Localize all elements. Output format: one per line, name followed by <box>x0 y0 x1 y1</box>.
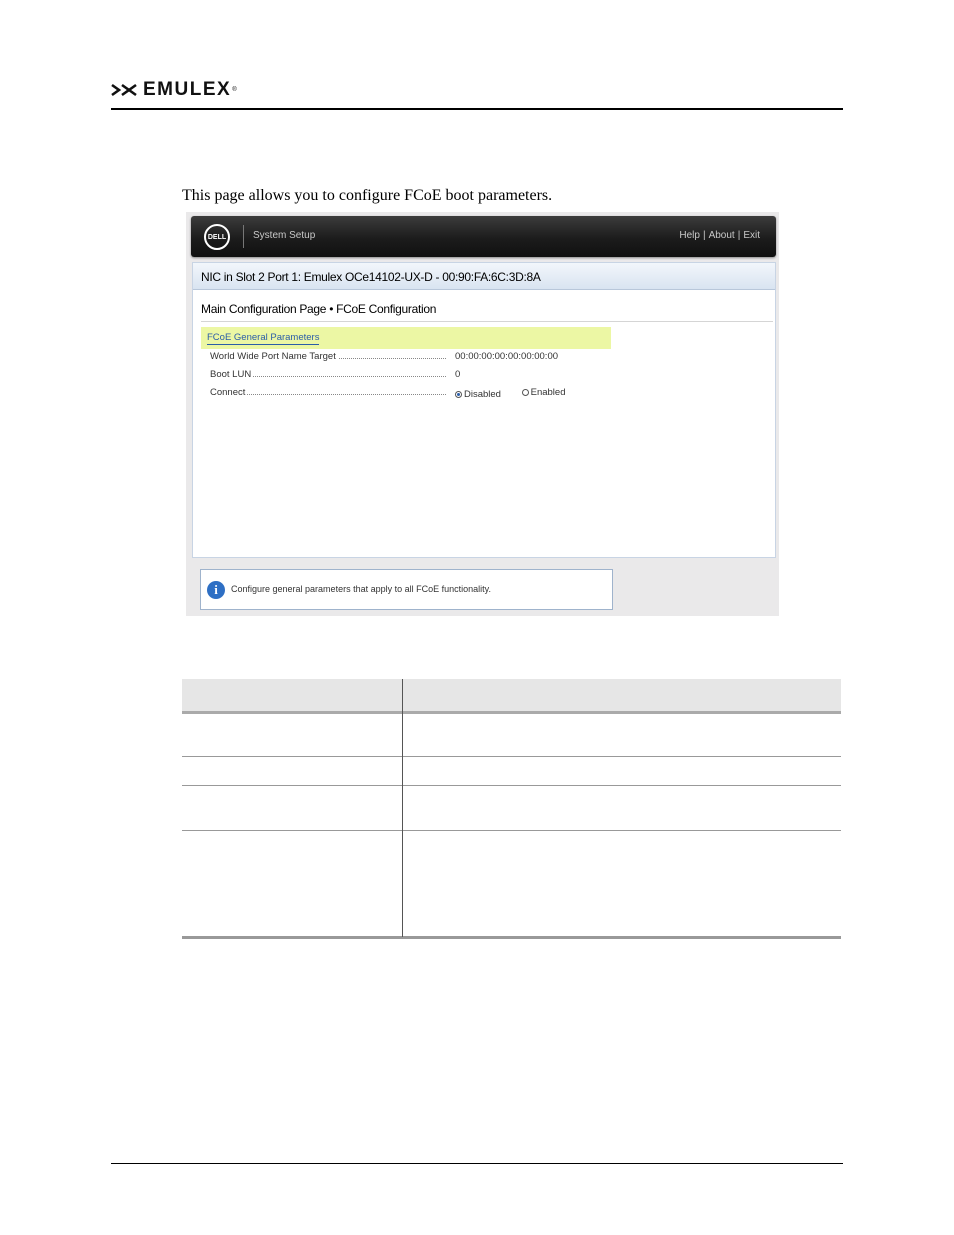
connect-disabled-radio[interactable] <box>455 389 501 400</box>
info-icon: i <box>207 581 225 599</box>
section-label: FCoE General Parameters <box>207 332 320 343</box>
nic-title-bar <box>193 263 775 290</box>
header-rule <box>182 711 841 714</box>
link-separator: | <box>737 230 741 241</box>
help-link[interactable]: Help <box>679 230 700 241</box>
table-bottom-rule <box>182 936 841 939</box>
boot-lun-label: Boot LUN <box>210 369 252 380</box>
connect-options <box>455 387 565 400</box>
emulex-logo <box>111 80 237 100</box>
header-rule <box>111 108 843 110</box>
footer-rule <box>111 1163 843 1164</box>
boot-lun-row <box>210 369 590 383</box>
column-divider <box>402 679 403 937</box>
radio-selected-icon <box>455 391 462 398</box>
intro-text: This page allows you to configure FCoE boot parameters. <box>182 187 553 204</box>
nic-title: NIC in Slot 2 Port 1: Emulex OCe14102-UX-D - 00:90:FA:6C:3D:8A <box>201 270 541 284</box>
wwpn-target-value[interactable]: 00:00:00:00:00:00:00:00 <box>455 351 559 362</box>
link-separator: | <box>702 230 706 241</box>
row-divider <box>182 830 841 831</box>
fcoe-config-screenshot <box>186 212 779 616</box>
system-setup-title: System Setup <box>253 230 316 241</box>
system-setup-bar <box>191 216 776 257</box>
about-link[interactable]: About <box>708 230 735 241</box>
bar-links <box>679 230 760 241</box>
table-header <box>182 679 841 711</box>
dell-logo: DELL <box>204 224 230 250</box>
wwpn-target-row <box>210 351 590 365</box>
connect-enabled-radio[interactable] <box>522 387 566 398</box>
radio-label: Disabled <box>464 389 501 400</box>
trademark-mark: ® <box>232 87 237 93</box>
title-divider <box>201 321 773 322</box>
page-title: Main Configuration Page • FCoE Configuration <box>201 302 437 316</box>
connect-label: Connect <box>210 387 246 398</box>
help-text: Configure general parameters that apply to all FCoE functionality. <box>231 584 491 594</box>
help-info-box <box>200 569 613 610</box>
emulex-mark-icon <box>111 83 137 97</box>
radio-unselected-icon <box>522 389 529 396</box>
config-panel <box>192 262 776 558</box>
exit-link[interactable]: Exit <box>743 230 760 241</box>
row-divider <box>182 756 841 757</box>
connect-row <box>210 387 590 401</box>
row-divider <box>182 785 841 786</box>
section-header[interactable] <box>201 327 611 349</box>
wwpn-target-label: World Wide Port Name Target <box>210 351 336 362</box>
brand-name: EMULEX <box>143 79 232 100</box>
bar-separator <box>243 225 244 248</box>
radio-label: Enabled <box>530 387 566 398</box>
boot-lun-value[interactable]: 0 <box>455 369 461 380</box>
